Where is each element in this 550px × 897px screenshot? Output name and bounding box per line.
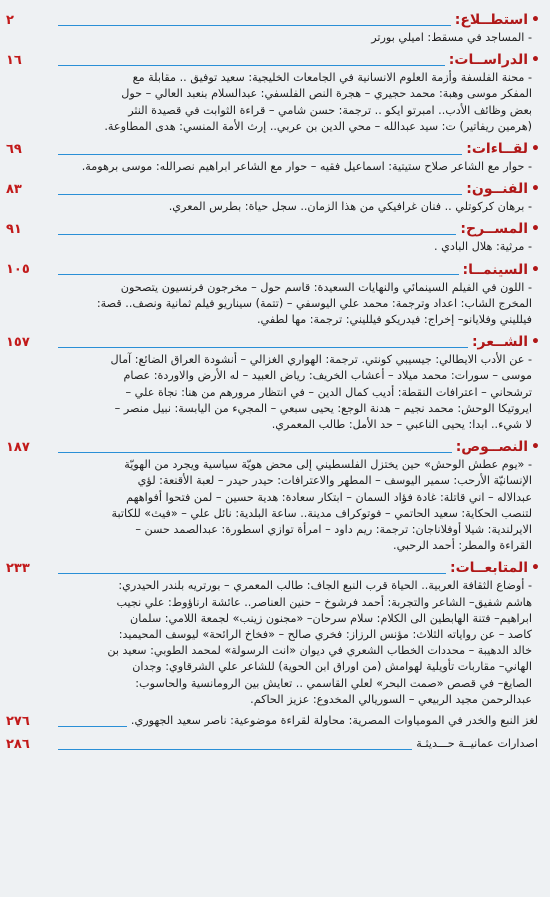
page-number: ٩١ [6,221,22,237]
section-title: • الدراســات: [445,52,540,68]
entry-line: - مرثية: هلال البادي . [434,240,532,254]
entry-line: القراءة والمطر: أحمد الرحبي. [393,539,532,553]
entry-line: - أوضاع الثقافة العربية.. الحياة قرب النبع الجاف: طالب المعمري – بورتريه بلندر الحيدري: [118,579,532,593]
entry-line: ترشحاني – اعترافات النقطة: أديب كمال الدين – في انتظار مرورهم من هنا: نجاة علي – [125,385,532,399]
page-number: ١٦ [6,52,22,68]
section-interviews [6,139,540,175]
entry-line: كاصد – عن رواياته الثلاث: مؤنس الرزاز: فخري صالح – «فخاخ الرائحة» ليوسف المحيميد: [118,628,532,642]
entry-line: لتنصب الحكاية: سعيد الحاتمي – فوتوكراف مدينة.. ساعة البلدية: نائل علي – «فيث» للكاتبة [111,506,532,520]
section-poetry [6,332,540,433]
section-theatre [6,219,540,255]
entry-line: - حوار مع الشاعر صلاح ستيتية: اسماعيل فقيه – حوار مع الشاعر ابراهيم نصرالله: موسى برهومة. [81,160,532,174]
section-studies [6,50,540,135]
entry-line: عبدالاله – اني قاتلة: غادة فؤاد السمان – ابتكار سعادة: هدية حسين – لمن فتحوا أفواههم [126,490,532,504]
page-number: ٢٧٦ [6,713,30,729]
section-texts [6,437,540,554]
entry-line: (هرمين ريفاتير) ت: سيد عبدالله – محي الدين بن عربي.. إرث الأمة المنسي: هدى المطاوعة. [104,119,532,133]
entry-line: المخرج الشاب: اعداد وترجمة: محمد علي اليوسفي – (تتمة) سيناريو فيلم ثمانية ونصف.. قصة: [96,296,532,310]
entry-line: المفكر موسى وهبة: محمد حجيري – هجرة النص الفلسفي: عبدالسلام بنعبد العالي – حول [121,87,532,101]
entry-line: الصايغ– في قصص «صمت البحر» لعلي القاسمي .. تعايش بين الرومانسية والحاسوب: [135,676,532,690]
extra-entry-text: اصدارات عمانيــة حـــديثـة [416,736,538,750]
page-number: ٢٣٣ [6,560,30,576]
section-arts [6,179,540,215]
entry-line: ايروتيكا الوحش: محمد نجيم – هدنة الوجع: يحيى سبعي – المجيء من اليابسة: نبيل منصر – [114,401,532,415]
page-number: ٢٨٦ [6,736,30,752]
section-cinema [6,260,540,329]
page-number: ٢ [6,12,14,28]
page-number: ٨٣ [6,181,22,197]
extra-entry-text: لغز النبع والخدر في المومياوات المصرية: محاولة لقراءة موضوعية: ناصر سعيد الجهوري. [130,713,538,727]
entry-line: الإنسانيّة الأرحب: سمير اليوسف – المطهر والاعترافات: حيدر حيدر – لعبة الأقنعة: لؤي [137,474,532,488]
entry-line: - عن الأدب الايطالي: جيسيبي كونتي. ترجمة: الهواري الغزالي – أنشودة العراق الضائع: آمال [110,353,532,367]
section-title: • المســرح: [456,221,540,237]
section-survey [6,10,540,46]
page-number: ١٨٧ [6,439,30,455]
entry-line: بعض وظائف الأدب.. امبرتو ايكو .. ترجمة: حسن شامي – قراءة الثوابت في قصيدة النثر [128,103,532,117]
entry-line: هاشم شفيق– الشاعر والتجربة: أحمد فرشوخ – حنين العناصر.. عائشة ارناؤوط: علي نجيب [116,595,532,609]
entry-line: الايرلندية: شيلا أوفلاناجان: ترجمة: ريم داود – امرأة توازي اسطورة: عبدالصمد حسن – [135,523,532,537]
page-number: ١٠٥ [6,262,30,278]
entry-line: - اللون في الفيلم السينمائي والنهايات السعيدة: قاسم حول – مخرجون فرنسيون يتصحون [120,280,532,294]
entry-line: - محنة الفلسفة وأزمة العلوم الانسانية في الجامعات الخليجية: سعيد توفيق .. مقابلة مع [132,71,532,85]
entry-line: - «يوم عطش الوحش» حين يختزل الفلسطيني إلى محض هويّة سياسية ويجرد من الهويّة [124,458,532,472]
extra-entry [6,711,540,731]
entry-line: - المساجد في مسقط: اميلي بورتر [371,31,532,44]
entry-line: موسى – سورات: محمد ميلاد – أعشاب الخريف: رياض العبيد – له الأرض والاوردة: عصام [123,369,532,383]
section-title: • المتابعــات: [446,560,540,576]
entry-line: ابراهيم– فتنة الهابطين الى الكلام: سلام سرحان– «مجنون زينب» لجمعة اللامي: سلمان [130,611,532,625]
section-title: • استطــلاع: [451,12,540,28]
page-number: ١٥٧ [6,334,30,350]
entry-line: لا شيء.. ابدا: يحيى الناعبي – حد الأمل: طالب المعمري. [271,418,532,432]
section-title: • السينمــا: [459,262,541,278]
entry-line: عبدالرحمن مجيد الربيعي – السوريالي المخدوع: عزيز الحاكم. [250,692,532,706]
entry-line: الهاني– مقاربات تأويلية لهوامش (من اوراق ابن الحوية) للشاعر علي الشرقاوي: وجدان [132,660,532,674]
entry-line: خالد الدهيبة – محددات الخطاب الشعري في ديوان «انت الرسولة» لمحمد الطوبي: سعيد بن [107,644,532,658]
entry-line: فيلليني وفلايانو– إخراج: فيدريكو فيلليني: ترجمة: مها لطفي. [256,313,532,327]
section-reviews [6,558,540,708]
section-title: • الفنــون: [462,181,540,197]
page-number: ٦٩ [6,141,22,157]
extra-entry [6,734,540,754]
section-title: • لقــاءات: [462,141,540,157]
section-title: • النصــوص: [452,439,540,455]
entry-line: - برهان كركوتلي .. فنان غرافيكي من هذا الزمان.. سجل حياة: بطرس المعري. [168,200,532,214]
section-title: • الشــعر: [468,334,540,350]
